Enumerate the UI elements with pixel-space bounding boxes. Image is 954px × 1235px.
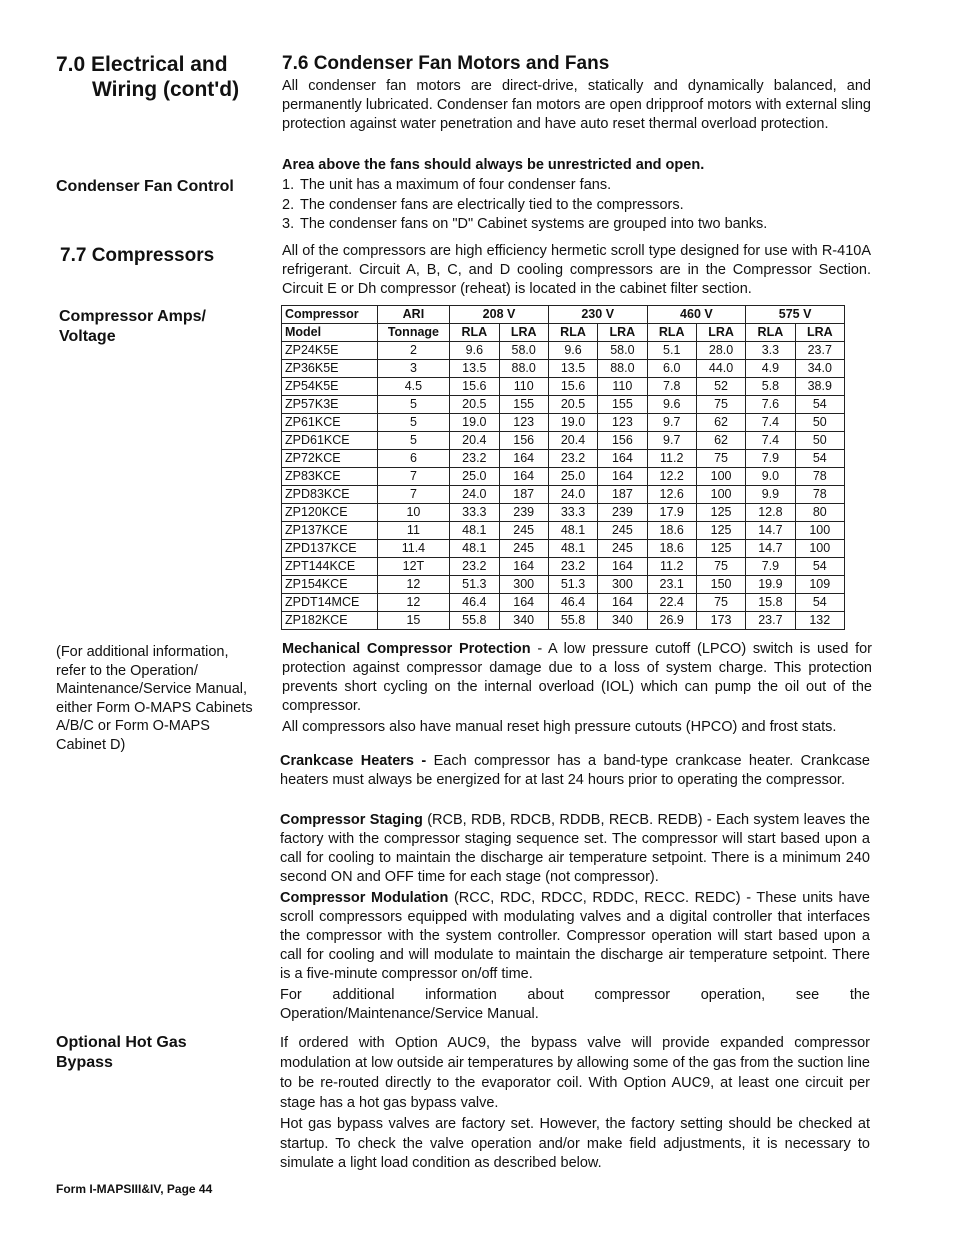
cell-value: 187: [499, 486, 548, 504]
modulation-para: [280, 889, 870, 984]
cell-value: 125: [696, 522, 745, 540]
cell-value: 123: [598, 414, 647, 432]
header-ari-2: Tonnage: [377, 324, 450, 342]
cell-model: ZPD137KCE: [282, 540, 378, 558]
header-rla: RLA: [746, 324, 795, 342]
cell-value: 25.0: [548, 468, 597, 486]
table-row: [282, 522, 845, 540]
cell-value: 54: [795, 594, 844, 612]
page-heading-line1: 7.0 Electrical and: [56, 53, 228, 76]
cell-value: 245: [499, 540, 548, 558]
cell-tonnage: 10: [377, 504, 450, 522]
cell-model: ZP154KCE: [282, 576, 378, 594]
cell-value: 12.2: [647, 468, 696, 486]
table-row: [282, 378, 845, 396]
cell-value: 33.3: [450, 504, 499, 522]
cell-value: 109: [795, 576, 844, 594]
cell-value: 62: [696, 432, 745, 450]
cell-value: 23.7: [795, 342, 844, 360]
cell-value: 9.6: [647, 396, 696, 414]
cell-tonnage: 12: [377, 576, 450, 594]
table-row: [282, 612, 845, 630]
cell-value: 6.0: [647, 360, 696, 378]
cell-model: ZPD61KCE: [282, 432, 378, 450]
cell-value: 54: [795, 558, 844, 576]
cell-value: 15.6: [548, 378, 597, 396]
fan-warning: Area above the fans should always be unrestricted and open.: [282, 157, 705, 173]
cell-value: 164: [499, 450, 548, 468]
cell-value: 7.6: [746, 396, 795, 414]
cell-value: 34.0: [795, 360, 844, 378]
cell-value: 164: [499, 558, 548, 576]
cell-value: 164: [598, 468, 647, 486]
cell-value: 7.9: [746, 450, 795, 468]
cell-value: 7.9: [746, 558, 795, 576]
header-lra: LRA: [598, 324, 647, 342]
cell-tonnage: 7: [377, 468, 450, 486]
table-row: [282, 342, 845, 360]
table-row: [282, 594, 845, 612]
cell-value: 88.0: [598, 360, 647, 378]
cell-value: 9.9: [746, 486, 795, 504]
cell-value: 78: [795, 468, 844, 486]
cell-value: 54: [795, 396, 844, 414]
cell-model: ZP182KCE: [282, 612, 378, 630]
cell-tonnage: 4.5: [377, 378, 450, 396]
table-row: [282, 504, 845, 522]
header-lra: LRA: [499, 324, 548, 342]
modulation-block: [280, 889, 870, 984]
cell-tonnage: 7: [377, 486, 450, 504]
table-body: [282, 342, 845, 630]
cell-value: 11.2: [647, 558, 696, 576]
cell-model: ZPDT14MCE: [282, 594, 378, 612]
cell-value: 245: [499, 522, 548, 540]
cell-value: 51.3: [548, 576, 597, 594]
cell-value: 46.4: [450, 594, 499, 612]
cell-value: 13.5: [548, 360, 597, 378]
table-row: [282, 468, 845, 486]
cell-value: 164: [499, 594, 548, 612]
mech-protection-block: [282, 640, 872, 737]
header-ari: ARI: [377, 306, 450, 324]
cell-value: 164: [598, 558, 647, 576]
section-76-para: All condenser fan motors are direct-drive, statically and dynamically balanced, and permanently lubricated. Condenser fan motors are open dripproof motors with external sling protection against water penetration and have auto reset thermal overload protection.: [282, 78, 871, 132]
sidebar-additional-info: (For additional information, refer to the Operation/ Maintenance/Service Manual, either Form O-MAPS Cabinets A/B/C or Form O-MAPS Cabinet D): [56, 644, 253, 753]
cell-model: ZP137KCE: [282, 522, 378, 540]
cell-value: 11.2: [647, 450, 696, 468]
cell-value: 20.5: [548, 396, 597, 414]
mech-protection-label: Mechanical Compressor Protection: [282, 641, 531, 657]
cell-tonnage: 5: [377, 432, 450, 450]
fan-list: [282, 176, 871, 235]
cell-value: 100: [696, 468, 745, 486]
cell-value: 23.1: [647, 576, 696, 594]
cell-value: 33.3: [548, 504, 597, 522]
table-row: [282, 450, 845, 468]
cell-tonnage: 11.4: [377, 540, 450, 558]
hot-gas-block: [280, 1033, 870, 1174]
cell-value: 14.7: [746, 540, 795, 558]
cell-value: 100: [795, 522, 844, 540]
cell-model: ZP83KCE: [282, 468, 378, 486]
section-77-intro: All of the compressors are high efficiency hermetic scroll type designed for use with R-410A refrigerant. Circuit A, B, C, and D cooling compressors are in the Compressor Section. Circuit E or Dh compressor (reheat) is located in the cabinet filter section.: [282, 243, 871, 297]
header-rla: RLA: [548, 324, 597, 342]
cell-value: 155: [499, 396, 548, 414]
cell-value: 156: [499, 432, 548, 450]
modulation-label: Compressor Modulation: [280, 890, 449, 906]
mech-protection-para2: All compressors also have manual reset high pressure cutouts (HPCO) and frost stats.: [282, 719, 837, 735]
cell-model: ZP72KCE: [282, 450, 378, 468]
cell-value: 110: [598, 378, 647, 396]
cell-value: 12.6: [647, 486, 696, 504]
cell-tonnage: 12T: [377, 558, 450, 576]
cell-tonnage: 11: [377, 522, 450, 540]
cell-value: 239: [499, 504, 548, 522]
cell-model: ZP120KCE: [282, 504, 378, 522]
cell-value: 24.0: [450, 486, 499, 504]
modulation-text: (RCC, RDC, RDCC, RDDC, RECC. REDC) - These units have scroll compressors equipped with modulating valves and a digital controller that interfaces the compressor with the system controller. Compressor operation will start based upon a call for cooling and will modulate to maintain the discharge air temperature setpoint. There is a five-minute compressor on/off time.: [280, 890, 870, 982]
cell-value: 100: [696, 486, 745, 504]
header-208v: 208 V: [450, 306, 549, 324]
staging-block: [280, 811, 870, 887]
cell-value: 164: [598, 594, 647, 612]
cell-value: 54: [795, 450, 844, 468]
cell-value: 26.9: [647, 612, 696, 630]
crankcase-para: [280, 752, 870, 790]
section-76-title: 7.6 Condenser Fan Motors and Fans: [282, 53, 610, 74]
cell-model: ZP36K5E: [282, 360, 378, 378]
cell-model: ZPT144KCE: [282, 558, 378, 576]
cell-value: 44.0: [696, 360, 745, 378]
cell-value: 340: [598, 612, 647, 630]
cell-value: 23.2: [450, 450, 499, 468]
cell-value: 164: [598, 450, 647, 468]
cell-value: 18.6: [647, 540, 696, 558]
cell-value: 55.8: [548, 612, 597, 630]
table-row: [282, 486, 845, 504]
cell-value: 340: [499, 612, 548, 630]
cell-value: 15.6: [450, 378, 499, 396]
cell-value: 23.7: [746, 612, 795, 630]
cell-value: 58.0: [499, 342, 548, 360]
cell-value: 3.3: [746, 342, 795, 360]
cell-model: ZPD83KCE: [282, 486, 378, 504]
table-row: [282, 360, 845, 378]
cell-value: 300: [499, 576, 548, 594]
cell-value: 9.7: [647, 414, 696, 432]
cell-value: 300: [598, 576, 647, 594]
cell-value: 125: [696, 540, 745, 558]
cell-tonnage: 6: [377, 450, 450, 468]
cell-value: 75: [696, 558, 745, 576]
header-lra: LRA: [795, 324, 844, 342]
cell-value: 50: [795, 414, 844, 432]
cell-model: ZP24K5E: [282, 342, 378, 360]
mech-protection-text: - A low pressure cutoff (LPCO) switch is used for protection against compressor damage due to a loss of system charge. This protection prevents short cycling on the internal overload (IOL) which can pump the oil out of the compressor.: [282, 641, 873, 714]
staging-text: (RCB, RDB, RDCB, RDDB, RECB. REDB) - Each system leaves the factory with the compressor staging sequence set. The compressor will start based upon a call for cooling to maintain the discharge air temperature setpoint. There is a minimum 240 second ON and OFF time for each stage (not compressor).: [280, 812, 870, 885]
cell-value: 80: [795, 504, 844, 522]
mech-protection-para: [282, 640, 872, 716]
cell-value: 9.6: [548, 342, 597, 360]
sidebar-condenser-fan-control: Condenser Fan Control: [56, 178, 234, 195]
cell-value: 155: [598, 396, 647, 414]
header-230v: 230 V: [548, 306, 647, 324]
header-rla: RLA: [450, 324, 499, 342]
cell-value: 88.0: [499, 360, 548, 378]
cell-value: 62: [696, 414, 745, 432]
table-row: [282, 432, 845, 450]
fan-list-item: 2. The condenser fans are electrically tied to the compressors.: [282, 196, 684, 213]
cell-value: 17.9: [647, 504, 696, 522]
cell-value: 38.9: [795, 378, 844, 396]
cell-value: 156: [598, 432, 647, 450]
cell-tonnage: 15: [377, 612, 450, 630]
cell-value: 5.8: [746, 378, 795, 396]
cell-value: 132: [795, 612, 844, 630]
header-model: Compressor: [282, 306, 378, 324]
cell-value: 52: [696, 378, 745, 396]
cell-value: 20.4: [548, 432, 597, 450]
page-heading: [56, 52, 256, 102]
cell-value: 48.1: [548, 540, 597, 558]
header-lra: LRA: [696, 324, 745, 342]
additional-info-para: For additional information about compressor operation, see the Operation/Maintenance/Service Manual.: [280, 987, 870, 1022]
crankcase-block: [280, 752, 870, 790]
cell-value: 19.0: [450, 414, 499, 432]
cell-value: 28.0: [696, 342, 745, 360]
compressor-table: [281, 305, 845, 630]
sidebar-compressor-amps: Compressor Amps/ Voltage: [59, 308, 206, 345]
fan-list-item: 1. The unit has a maximum of four condenser fans.: [282, 177, 612, 193]
table-row: [282, 414, 845, 432]
cell-value: 245: [598, 540, 647, 558]
cell-value: 12.8: [746, 504, 795, 522]
cell-value: 164: [499, 468, 548, 486]
cell-value: 14.7: [746, 522, 795, 540]
cell-value: 48.1: [450, 522, 499, 540]
cell-value: 24.0: [548, 486, 597, 504]
cell-value: 23.2: [450, 558, 499, 576]
cell-value: 7.4: [746, 432, 795, 450]
cell-value: 18.6: [647, 522, 696, 540]
cell-value: 58.0: [598, 342, 647, 360]
staging-label: Compressor Staging: [280, 812, 423, 828]
section-77-title: 7.7 Compressors: [60, 245, 215, 266]
cell-value: 245: [598, 522, 647, 540]
cell-value: 239: [598, 504, 647, 522]
sidebar-hot-gas: Optional Hot Gas Bypass: [56, 1034, 187, 1071]
cell-value: 9.0: [746, 468, 795, 486]
cell-value: 100: [795, 540, 844, 558]
table-header-row: [282, 306, 845, 324]
table-row: [282, 540, 845, 558]
cell-value: 7.4: [746, 414, 795, 432]
cell-tonnage: 12: [377, 594, 450, 612]
page-heading-line2: Wiring (cont'd): [92, 78, 240, 101]
cell-value: 75: [696, 396, 745, 414]
cell-tonnage: 5: [377, 414, 450, 432]
page-footer: Form I-MAPSIII&IV, Page 44: [56, 1182, 213, 1196]
header-model-2: Model: [282, 324, 378, 342]
cell-value: 75: [696, 450, 745, 468]
cell-value: 55.8: [450, 612, 499, 630]
crankcase-label: Crankcase Heaters -: [280, 753, 427, 769]
header-575v: 575 V: [746, 306, 845, 324]
cell-value: 123: [499, 414, 548, 432]
cell-value: 75: [696, 594, 745, 612]
crankcase-text: Each compressor has a band-type crankcase heater. Crankcase heaters must always be energized for at last 24 hours prior to operating the compressor.: [280, 753, 870, 788]
cell-value: 15.8: [746, 594, 795, 612]
cell-value: 7.8: [647, 378, 696, 396]
cell-value: 78: [795, 486, 844, 504]
cell-value: 25.0: [450, 468, 499, 486]
cell-tonnage: 3: [377, 360, 450, 378]
cell-value: 13.5: [450, 360, 499, 378]
cell-value: 125: [696, 504, 745, 522]
cell-value: 150: [696, 576, 745, 594]
cell-model: ZP57K3E: [282, 396, 378, 414]
cell-value: 20.4: [450, 432, 499, 450]
cell-value: 19.9: [746, 576, 795, 594]
cell-value: 9.7: [647, 432, 696, 450]
header-460v: 460 V: [647, 306, 746, 324]
cell-value: 50: [795, 432, 844, 450]
cell-tonnage: 5: [377, 396, 450, 414]
cell-value: 9.6: [450, 342, 499, 360]
cell-value: 4.9: [746, 360, 795, 378]
table-row: [282, 576, 845, 594]
table-subheader-row: [282, 324, 845, 342]
cell-value: 48.1: [548, 522, 597, 540]
table-row: [282, 558, 845, 576]
cell-value: 22.4: [647, 594, 696, 612]
cell-value: 19.0: [548, 414, 597, 432]
cell-value: 51.3: [450, 576, 499, 594]
hot-gas-para2: Hot gas bypass valves are factory set. However, the factory setting should be checked at startup. To check the valve operation and/or make field adjustments, it is necessary to simulate a light load condition as described below.: [280, 1116, 870, 1171]
cell-value: 20.5: [450, 396, 499, 414]
header-rla: RLA: [647, 324, 696, 342]
table-row: [282, 396, 845, 414]
staging-para: [280, 811, 870, 887]
hot-gas-para1: If ordered with Option AUC9, the bypass valve will provide expanded compressor modulation at low outside air temperatures by allowing some of the gas from the suction line to be re-routed directly to the evaporator coil. With Option AUC9, at least one circuit per stage has a hot gas bypass valve.: [280, 1035, 870, 1111]
cell-value: 173: [696, 612, 745, 630]
cell-value: 5.1: [647, 342, 696, 360]
cell-value: 46.4: [548, 594, 597, 612]
cell-value: 23.2: [548, 558, 597, 576]
cell-model: ZP61KCE: [282, 414, 378, 432]
cell-value: 187: [598, 486, 647, 504]
cell-tonnage: 2: [377, 342, 450, 360]
cell-value: 48.1: [450, 540, 499, 558]
cell-model: ZP54K5E: [282, 378, 378, 396]
cell-value: 23.2: [548, 450, 597, 468]
cell-value: 110: [499, 378, 548, 396]
fan-list-item: 3. The condenser fans on "D" Cabinet systems are grouped into two banks.: [282, 216, 768, 232]
